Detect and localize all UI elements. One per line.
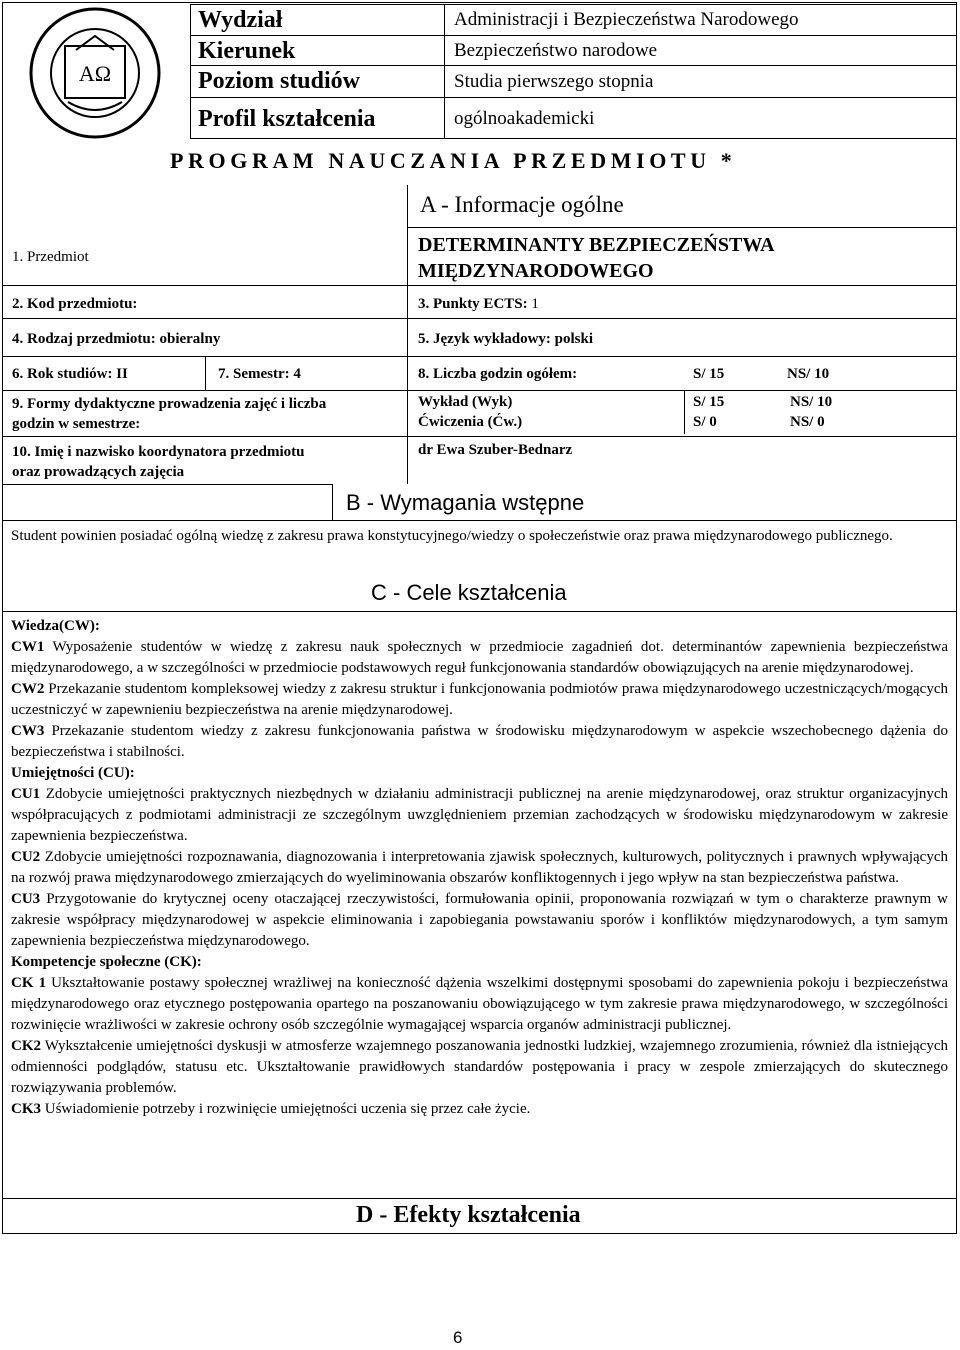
goal-cw2-code: CW2 — [11, 681, 45, 697]
teaching-forms-label-line1: 9. Formy dydaktyczne prowadzenia zajęć i liczba — [12, 396, 327, 412]
section-d-title: D - Efekty kształcenia — [356, 1202, 581, 1228]
total-hours-s: S/ 15 — [693, 366, 725, 382]
study-year: 6. Rok studiów: II — [12, 366, 128, 382]
form-lecture-s: S/ 15 — [693, 394, 725, 410]
goal-cw2-text: Przekazanie studentom kompleksowej wiedzy z zakresu struktur i funkcjonowania podmiotów prawa międzynarodowego uczestniczących/mogących uczestniczyć w zapewnieniu bezpieczeństwa na arenie międzynarodowej. — [11, 681, 948, 718]
course-code-label: 2. Kod przedmiotu: — [12, 296, 138, 312]
goal-cu1-code: CU1 — [11, 786, 41, 802]
seal-icon — [20, 6, 170, 140]
goal-cu2-text: Zdobycie umiejętności rozpoznawania, diagnozowania i interpretowania zjawisk społecznych, kulturowych, politycznych i prawnych wpływających na rozwój prawa międzynarodowego zmierzających do wyeliminowania obszarów konfliktogennych i jego wpływ na stan bezpieczeństwa państwa. — [11, 849, 948, 886]
subject-name-line1: DETERMINANTY BEZPIECZEŃSTWA — [418, 234, 775, 256]
form-lecture-name: Wykład (Wyk) — [418, 394, 513, 410]
goal-cw3-text: Przekazanie studentom wiedzy z zakresu funkcjonowania państwa w środowisku międzynarodowym w aspekcie wszechobecnego dążenia do bezpieczeństwa i stabilności. — [11, 723, 948, 760]
goal-ck1-code: CK 1 — [11, 975, 47, 991]
total-hours-label: 8. Liczba godzin ogółem: — [418, 366, 578, 382]
prerequisites-text: Student powinien posiadać ogólną wiedzę z zakresu prawa konstytucyjnego/wiedzy o społeczeństwie oraz prawa międzynarodowego publicznego. — [11, 528, 893, 544]
form-exercises-s: S/ 0 — [693, 414, 717, 430]
total-hours-ns: NS/ 10 — [787, 366, 830, 382]
header-value-level: Studia pierwszego stopnia — [454, 71, 654, 92]
goal-ck2 — [11, 1036, 948, 1099]
ects-label: 3. Punkty ECTS: — [418, 296, 528, 312]
goal-cw3 — [11, 721, 948, 763]
goal-cw1 — [11, 637, 948, 679]
section-c-title: C - Cele kształcenia — [371, 580, 567, 605]
skills-heading: Umiejętności (CU): — [11, 765, 135, 781]
goal-ck2-text: Wykształcenie umiejętności dyskusji w atmosferze wzajemnego poszanowania jednostki ludzkiej, wzajemnego zrozumienia, również dla istniejących odmienności podglądów, statusu etc. Ukształtowanie prawidłowych standardów postępowania i pracy w zespole zmierzających do skutecznego rozwiązywania problemów. — [11, 1038, 948, 1096]
university-seal — [20, 6, 170, 140]
header-value-profile: ogólnoakademicki — [454, 108, 595, 129]
goal-ck1-text: Ukształtowanie postawy społecznej wrażliwej na konieczność dążenia wszelkimi dostępnymi sposobami do zapewnienia pokoju i bezpieczeństwa międzynarodowego oraz etycznego postępowania opartego na poszanowaniu obowiązującego w tym zakresie prawa międzynarodowego, w szczególności rozwinięcie wrażliwości w zakresie ochrony osób szczególnie wymagającej wsparcia organów administracji publicznej. — [11, 975, 948, 1033]
goal-ck3-code: CK3 — [11, 1101, 41, 1117]
section-c-body — [11, 616, 948, 1120]
coordinator-label — [12, 442, 402, 482]
course-type: 4. Rodzaj przedmiotu: obieralny — [12, 331, 221, 347]
form-lecture-ns: NS/ 10 — [790, 394, 833, 410]
goal-ck3 — [11, 1099, 948, 1120]
goal-cw1-text: Wyposażenie studentów w wiedzę z zakresu nauk społecznych w przedmiocie zagadnień dot. determinantów zapewnienia bezpieczeństwa międzynarodowego, a w szczególności w przedmiocie podstawowych reguł funkcjonowania standardów obowiązujących na arenie międzynarodowej. — [11, 639, 948, 676]
social-heading: Kompetencje społeczne (CK): — [11, 954, 202, 970]
teaching-forms-label-line2: godzin w semestrze: — [12, 416, 141, 432]
knowledge-heading: Wiedza(CW): — [11, 618, 100, 634]
coordinator-label-line1: 10. Imię i nazwisko koordynatora przedmiotu — [12, 444, 305, 460]
course-language: 5. Język wykładowy: polski — [418, 331, 594, 347]
goal-ck2-code: CK2 — [11, 1038, 41, 1054]
goal-cw1-code: CW1 — [11, 639, 45, 655]
header-label-profile: Profil kształcenia — [198, 106, 376, 132]
goal-cu1 — [11, 784, 948, 847]
goal-cu3-text: Przygotowanie do krytycznej oceny otaczającej rzeczywistości, formułowania opinii, proponowania rozwiązań w tym o charakterze prawnym w zakresie współpracy międzynarodowej w aspekcie eliminowania i zapobiegania powstawaniu sporów i konfliktów międzynarodowych, a tym samym zapewnienia bezpieczeństwa międzynarodowego. — [11, 891, 948, 949]
goal-ck1 — [11, 973, 948, 1036]
svg-text:AΩ: AΩ — [78, 61, 112, 86]
ects-field — [418, 296, 539, 313]
ects-value: 1 — [531, 296, 539, 312]
goal-cu3-code: CU3 — [11, 891, 41, 907]
subject-label: 1. Przedmiot — [12, 249, 89, 265]
goal-ck3-text: Uświadomienie potrzeby i rozwinięcie umiejętności uczenia się przez całe życie. — [41, 1101, 531, 1117]
goal-cw2 — [11, 679, 948, 721]
program-title: PROGRAM NAUCZANIA PRZEDMIOTU * — [170, 148, 737, 173]
goal-cu2-code: CU2 — [11, 849, 41, 865]
goal-cu1-text: Zdobycie umiejętności praktycznych niezbędnych w działaniu administracji publicznej na arenie międzynarodowej, oraz struktur organizacyjnych współpracujących z podmiotami administracji ze szczególnym uwzględnieniem przemian zachodzących w środowisku międzynarodowym w zakresie zapewnienia bezpieczeństwa. — [11, 786, 948, 844]
coordinator-label-line2: oraz prowadzących zajęcia — [12, 464, 185, 480]
goal-cw3-code: CW3 — [11, 723, 45, 739]
page-number: 6 — [453, 1328, 463, 1347]
subject-name-line2: MIĘDZYNARODOWEGO — [418, 260, 654, 282]
teaching-forms-label — [12, 394, 402, 434]
section-b-title: B - Wymagania wstępne — [346, 490, 585, 515]
header-label-level: Poziom studiów — [198, 68, 360, 94]
header-label-field: Kierunek — [198, 38, 296, 64]
form-exercises-ns: NS/ 0 — [790, 414, 825, 430]
goal-cu2 — [11, 847, 948, 889]
header-value-faculty: Administracji i Bezpieczeństwa Narodowego — [454, 9, 799, 30]
header-label-faculty: Wydział — [198, 7, 283, 33]
goal-cu3 — [11, 889, 948, 952]
section-a-title: A - Informacje ogólne — [420, 192, 624, 217]
header-value-field: Bezpieczeństwo narodowe — [454, 40, 658, 61]
semester: 7. Semestr: 4 — [218, 366, 301, 382]
form-exercises-name: Ćwiczenia (Ćw.) — [418, 414, 523, 430]
coordinator-name: dr Ewa Szuber-Bednarz — [418, 442, 573, 458]
